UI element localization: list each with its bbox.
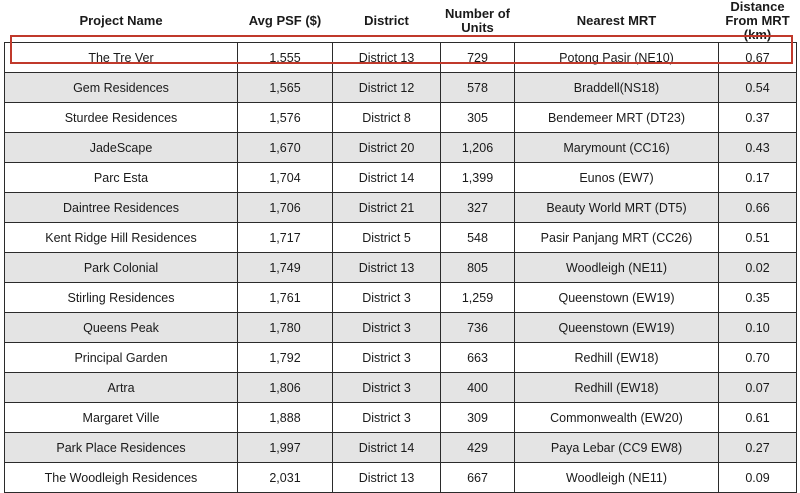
cell-district: District 3 [333, 283, 441, 313]
cell-number-of-units: 578 [441, 73, 515, 103]
cell-avg-psf: 1,576 [238, 103, 333, 133]
cell-district: District 3 [333, 343, 441, 373]
cell-project-name: Daintree Residences [5, 193, 238, 223]
cell-district: District 3 [333, 403, 441, 433]
cell-avg-psf: 1,565 [238, 73, 333, 103]
cell-number-of-units: 1,206 [441, 133, 515, 163]
cell-district: District 13 [333, 43, 441, 73]
cell-district: District 14 [333, 163, 441, 193]
cell-project-name: Principal Garden [5, 343, 238, 373]
cell-nearest-mrt: Beauty World MRT (DT5) [515, 193, 719, 223]
cell-avg-psf: 1,555 [238, 43, 333, 73]
cell-avg-psf: 1,749 [238, 253, 333, 283]
cell-distance-from-mrt: 0.09 [719, 463, 797, 493]
cell-district: District 20 [333, 133, 441, 163]
cell-distance-from-mrt: 0.61 [719, 403, 797, 433]
cell-project-name: JadeScape [5, 133, 238, 163]
cell-project-name: The Tre Ver [5, 43, 238, 73]
cell-nearest-mrt: Paya Lebar (CC9 EW8) [515, 433, 719, 463]
cell-number-of-units: 663 [441, 343, 515, 373]
cell-district: District 13 [333, 253, 441, 283]
cell-avg-psf: 1,780 [238, 313, 333, 343]
table-row [5, 103, 797, 133]
cell-distance-from-mrt: 0.54 [719, 73, 797, 103]
cell-number-of-units: 548 [441, 223, 515, 253]
cell-number-of-units: 327 [441, 193, 515, 223]
cell-number-of-units: 305 [441, 103, 515, 133]
cell-number-of-units: 667 [441, 463, 515, 493]
cell-nearest-mrt: Bendemeer MRT (DT23) [515, 103, 719, 133]
cell-distance-from-mrt: 0.27 [719, 433, 797, 463]
cell-nearest-mrt: Queenstown (EW19) [515, 283, 719, 313]
table-row [5, 283, 797, 313]
cell-distance-from-mrt: 0.10 [719, 313, 797, 343]
condo-table-container [4, 0, 796, 493]
cell-nearest-mrt: Redhill (EW18) [515, 343, 719, 373]
table-row [5, 163, 797, 193]
cell-district: District 5 [333, 223, 441, 253]
table-row [5, 313, 797, 343]
header-row [5, 0, 797, 43]
header-distance-from-mrt: Distance From MRT (km) [719, 0, 797, 43]
cell-nearest-mrt: Redhill (EW18) [515, 373, 719, 403]
cell-number-of-units: 729 [441, 43, 515, 73]
header-nearest-mrt: Nearest MRT [515, 0, 719, 43]
cell-nearest-mrt: Potong Pasir (NE10) [515, 43, 719, 73]
cell-number-of-units: 1,399 [441, 163, 515, 193]
cell-nearest-mrt: Braddell(NS18) [515, 73, 719, 103]
cell-project-name: The Woodleigh Residences [5, 463, 238, 493]
header-avg-psf: Avg PSF ($) [238, 0, 333, 43]
table-header [5, 0, 797, 43]
header-number-of-units: Number of Units [441, 0, 515, 43]
cell-distance-from-mrt: 0.51 [719, 223, 797, 253]
cell-project-name: Park Place Residences [5, 433, 238, 463]
cell-nearest-mrt: Eunos (EW7) [515, 163, 719, 193]
table-row [5, 343, 797, 373]
cell-project-name: Artra [5, 373, 238, 403]
cell-avg-psf: 1,806 [238, 373, 333, 403]
table-row [5, 403, 797, 433]
table-row [5, 433, 797, 463]
cell-distance-from-mrt: 0.07 [719, 373, 797, 403]
table-row [5, 223, 797, 253]
cell-project-name: Queens Peak [5, 313, 238, 343]
cell-nearest-mrt: Pasir Panjang MRT (CC26) [515, 223, 719, 253]
cell-nearest-mrt: Commonwealth (EW20) [515, 403, 719, 433]
cell-number-of-units: 736 [441, 313, 515, 343]
cell-distance-from-mrt: 0.02 [719, 253, 797, 283]
cell-nearest-mrt: Queenstown (EW19) [515, 313, 719, 343]
cell-avg-psf: 1,792 [238, 343, 333, 373]
table-row [5, 133, 797, 163]
cell-number-of-units: 400 [441, 373, 515, 403]
cell-project-name: Parc Esta [5, 163, 238, 193]
table-row [5, 373, 797, 403]
cell-district: District 8 [333, 103, 441, 133]
header-project-name: Project Name [5, 0, 238, 43]
table-row [5, 193, 797, 223]
cell-project-name: Stirling Residences [5, 283, 238, 313]
cell-district: District 3 [333, 373, 441, 403]
table-body [5, 43, 797, 493]
cell-nearest-mrt: Marymount (CC16) [515, 133, 719, 163]
header-district: District [333, 0, 441, 43]
cell-district: District 14 [333, 433, 441, 463]
cell-distance-from-mrt: 0.66 [719, 193, 797, 223]
cell-project-name: Margaret Ville [5, 403, 238, 433]
cell-district: District 13 [333, 463, 441, 493]
table-row-highlighted [5, 43, 797, 73]
condo-comparison-table [4, 0, 797, 493]
cell-district: District 3 [333, 313, 441, 343]
cell-district: District 12 [333, 73, 441, 103]
cell-project-name: Gem Residences [5, 73, 238, 103]
cell-avg-psf: 1,717 [238, 223, 333, 253]
cell-distance-from-mrt: 0.35 [719, 283, 797, 313]
cell-project-name: Sturdee Residences [5, 103, 238, 133]
table-row [5, 253, 797, 283]
cell-number-of-units: 309 [441, 403, 515, 433]
cell-number-of-units: 1,259 [441, 283, 515, 313]
cell-avg-psf: 2,031 [238, 463, 333, 493]
cell-project-name: Kent Ridge Hill Residences [5, 223, 238, 253]
cell-distance-from-mrt: 0.17 [719, 163, 797, 193]
cell-project-name: Park Colonial [5, 253, 238, 283]
cell-avg-psf: 1,997 [238, 433, 333, 463]
table-row [5, 463, 797, 493]
table-row [5, 73, 797, 103]
cell-avg-psf: 1,670 [238, 133, 333, 163]
cell-distance-from-mrt: 0.70 [719, 343, 797, 373]
cell-distance-from-mrt: 0.37 [719, 103, 797, 133]
cell-distance-from-mrt: 0.43 [719, 133, 797, 163]
cell-nearest-mrt: Woodleigh (NE11) [515, 253, 719, 283]
cell-district: District 21 [333, 193, 441, 223]
cell-avg-psf: 1,704 [238, 163, 333, 193]
cell-avg-psf: 1,888 [238, 403, 333, 433]
cell-avg-psf: 1,761 [238, 283, 333, 313]
cell-avg-psf: 1,706 [238, 193, 333, 223]
cell-number-of-units: 805 [441, 253, 515, 283]
cell-distance-from-mrt: 0.67 [719, 43, 797, 73]
cell-nearest-mrt: Woodleigh (NE11) [515, 463, 719, 493]
cell-number-of-units: 429 [441, 433, 515, 463]
